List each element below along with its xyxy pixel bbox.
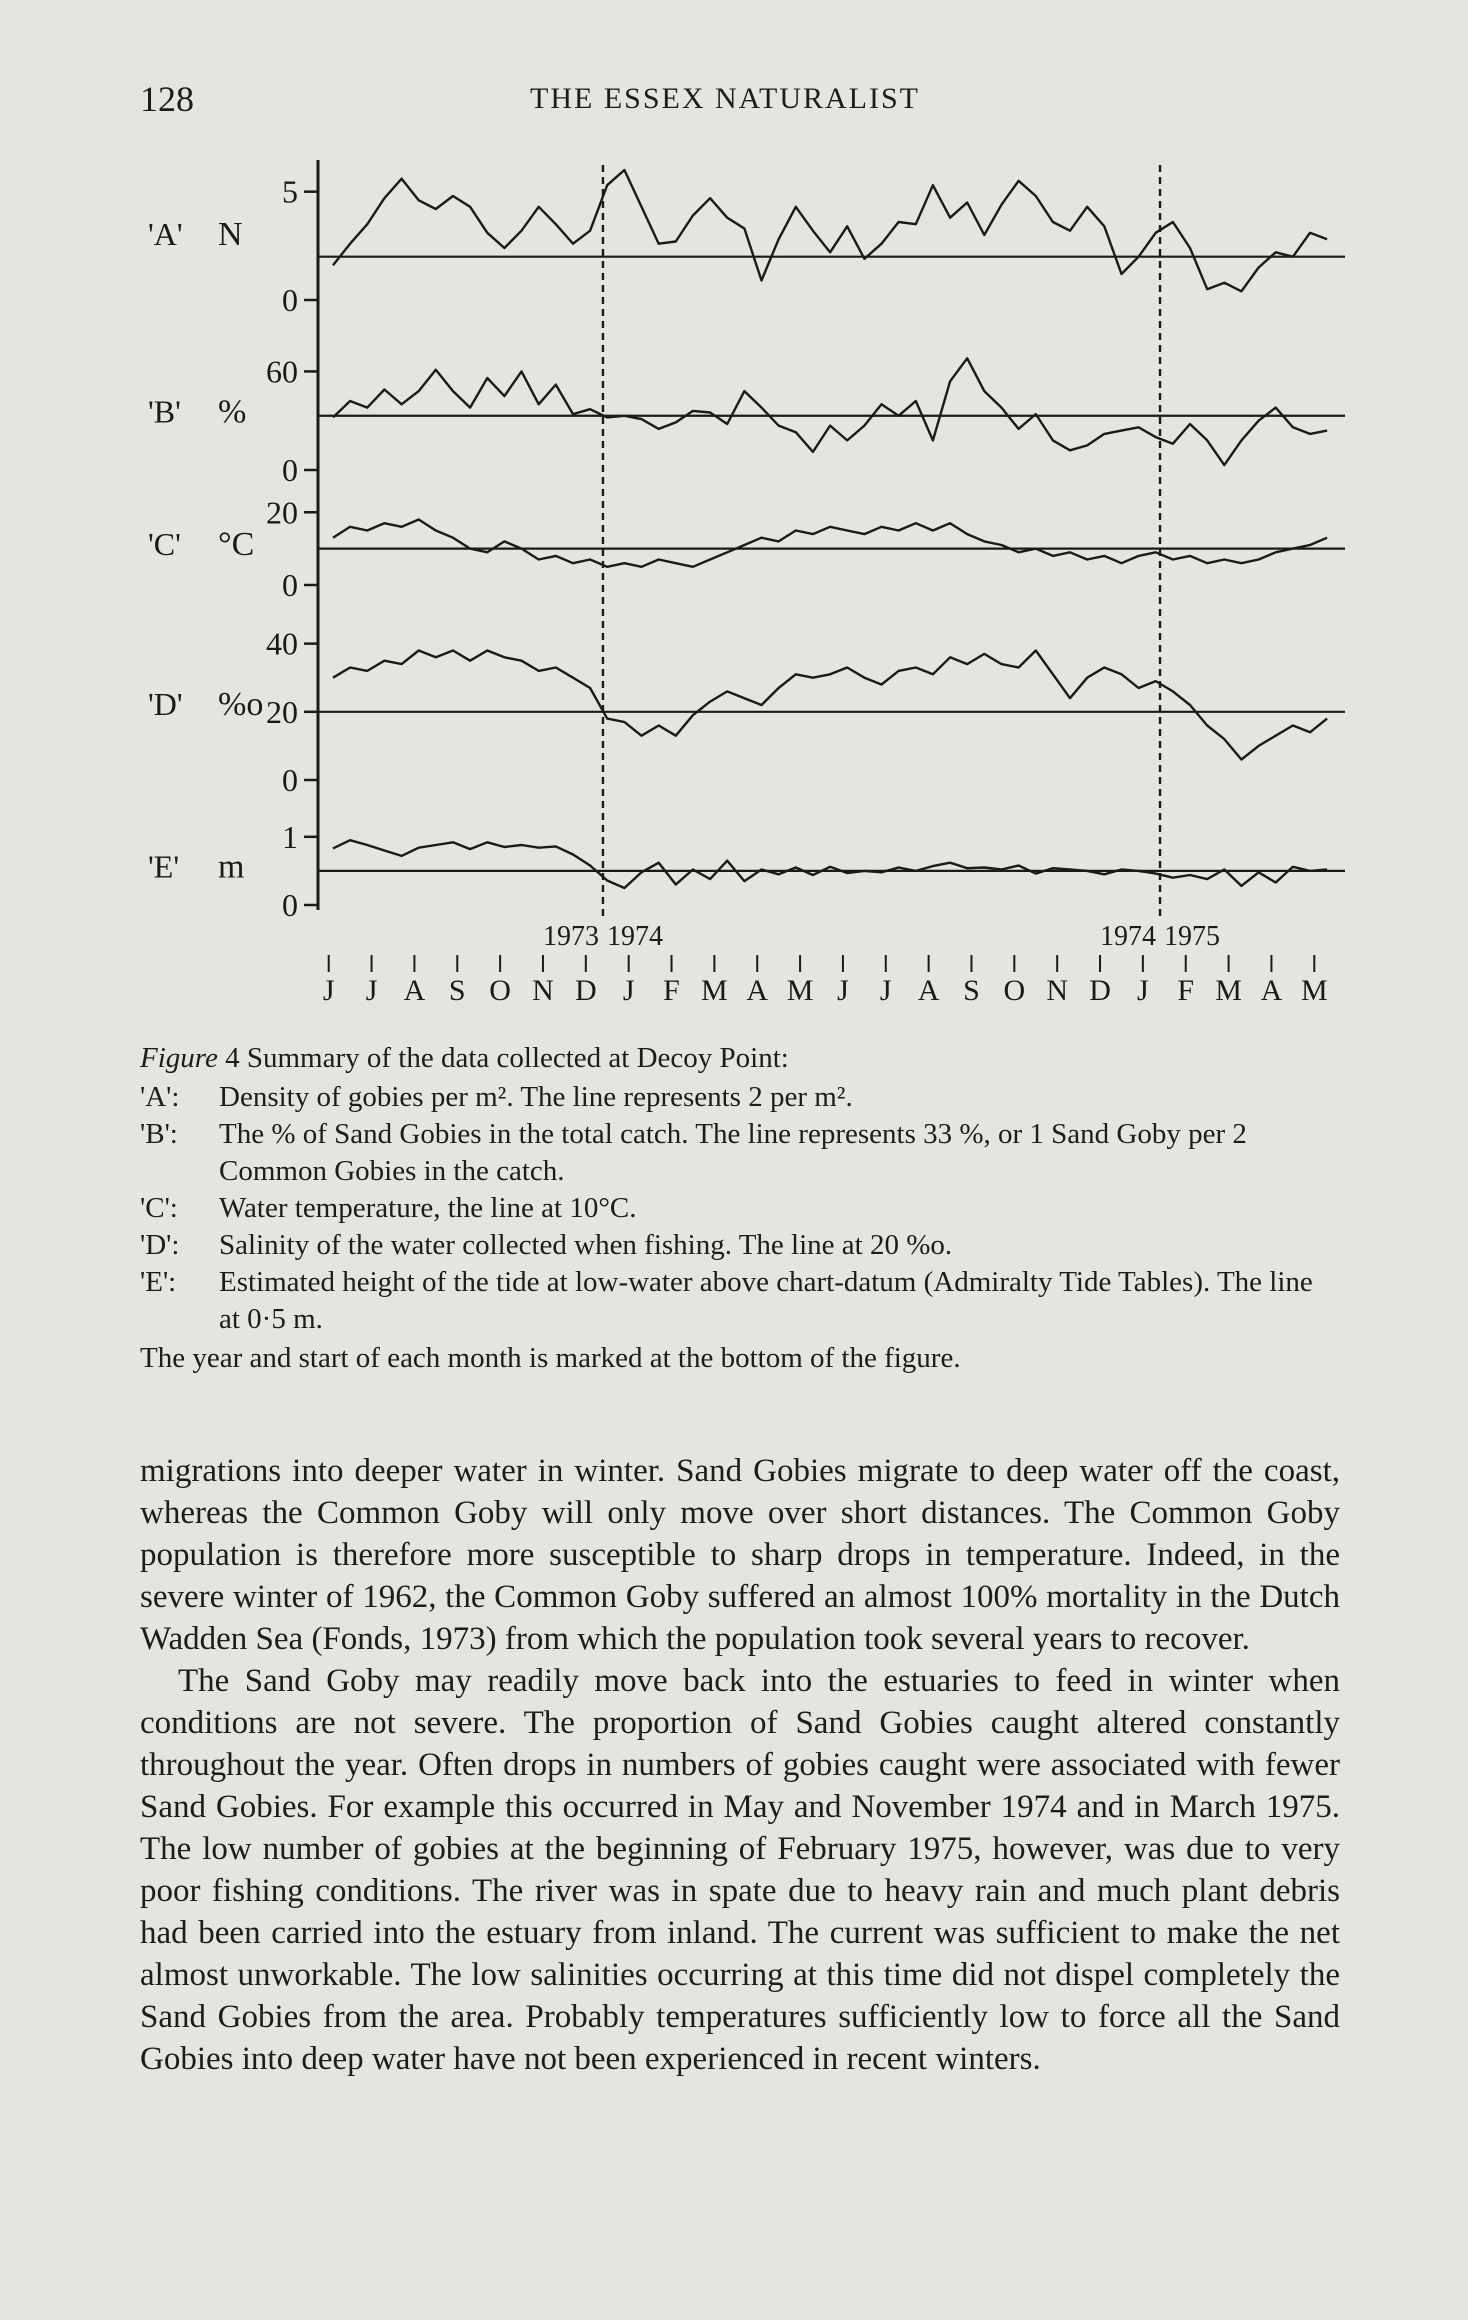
month-label: O	[1003, 974, 1026, 1007]
year-label: 1973	[542, 921, 599, 952]
caption-note: The year and start of each month is marked at the bottom of the figure.	[140, 1342, 961, 1374]
month-label: J	[837, 974, 849, 1007]
figure-4-chart	[0, 0, 1468, 1040]
caption-text: Estimated height of the tide at low-water above chart-datum (Admiralty Tide Tables). The line at 0·5 m.	[219, 1266, 1313, 1335]
caption-item-a	[140, 1079, 1340, 1116]
body-paragraph: The Sand Goby may readily move back into the estuaries to feed in winter when conditions are not severe. The proportion of Sand Gobies caught altered constantly throughout the year. Often drops in numbers of gobies caught were associated with fewer Sand Gobies. For example this occurred in May and November 1974 and in March 1975. The low number of gobies at the beginning of February 1975, however, was due to very poor fishing conditions. The river was in spate due to heavy rain and much plant debris had been carried into the estuary from inland. The current was sufficient to make the net almost unworkable. The low salinities occurring at this time did not dispel completely the Sand Gobies from the area. Probably temperatures sufficiently low to force all the Sand Gobies into deep water have not been experienced in recent winters.	[140, 1663, 1340, 2077]
tick-label: 0	[282, 282, 298, 318]
tick-label: 1	[282, 818, 298, 855]
panel-key-label: 'D'	[148, 686, 183, 722]
panel-unit-label: %	[218, 393, 247, 431]
caption-key: 'C':	[140, 1192, 178, 1224]
caption-text: Water temperature, the line at 10°C.	[219, 1192, 637, 1224]
month-label: J	[365, 974, 378, 1007]
tick-label: 0	[282, 762, 298, 798]
caption-item-e	[140, 1264, 1340, 1338]
panel-unit-label: N	[218, 216, 243, 253]
body-text	[140, 1450, 1340, 2080]
month-label: J	[322, 974, 335, 1007]
month-label: M	[701, 974, 728, 1007]
panel-key-label: 'A'	[148, 216, 183, 252]
caption-item-c	[140, 1190, 1340, 1227]
panel-unit-label: m	[218, 848, 245, 886]
caption-figure-word: Figure	[140, 1042, 218, 1074]
tick-label: 0	[282, 567, 298, 603]
month-label: M	[1300, 974, 1328, 1007]
caption-item-b	[140, 1116, 1340, 1190]
caption-text: Density of gobies per m². The line represents 2 per m².	[219, 1081, 853, 1113]
running-head: THE ESSEX NATURALIST	[530, 82, 920, 115]
body-paragraph: migrations into deeper water in winter. Sand Gobies migrate to deep water off the coast, whereas the Common Goby will only move over short distances. The Common Goby population is therefore more susceptible to sharp drops in temperature. Indeed, in the severe winter of 1962, the Common Goby suffered an almost 100% mortality in the Dutch Wadden Sea (Fonds, 1973) from which the population took several years to recover.	[140, 1453, 1340, 1657]
month-label: O	[489, 974, 511, 1007]
tick-label: 5	[282, 173, 298, 210]
month-label: J	[1137, 974, 1149, 1007]
month-label: S	[963, 974, 980, 1007]
month-label: F	[1177, 974, 1195, 1007]
month-label: M	[786, 974, 814, 1007]
panel-key-label: 'C'	[148, 526, 181, 562]
panel-unit-label: °C	[218, 526, 255, 563]
data-series-line	[333, 520, 1327, 567]
year-label: 1975	[1164, 921, 1221, 952]
tick-label: 60	[266, 353, 298, 390]
month-label: S	[448, 974, 466, 1007]
month-label: D	[574, 974, 597, 1007]
panel-unit-label: %o	[218, 686, 264, 723]
figure-caption	[140, 1040, 1340, 1377]
month-label: A	[403, 974, 426, 1007]
month-label: D	[1089, 974, 1111, 1007]
panel-key-label: 'E'	[148, 848, 180, 885]
data-series-line	[333, 840, 1327, 888]
caption-key: 'D':	[140, 1229, 180, 1261]
caption-title	[140, 1040, 1340, 1077]
month-label: N	[1046, 974, 1069, 1007]
caption-item-d	[140, 1227, 1340, 1264]
tick-label: 0	[282, 452, 298, 488]
month-label: A	[917, 974, 940, 1007]
tick-label: 40	[266, 625, 298, 662]
page-number: 128	[140, 79, 194, 119]
tick-label: 0	[282, 887, 298, 923]
caption-key: 'B':	[140, 1118, 178, 1150]
tick-label: 20	[266, 693, 298, 730]
data-series-line	[333, 170, 1327, 291]
month-label: A	[1260, 974, 1283, 1007]
caption-title-text: 4 Summary of the data collected at Decoy Point:	[217, 1042, 789, 1074]
year-label: 1974	[606, 921, 663, 952]
month-label: M	[1215, 974, 1242, 1007]
caption-text: Salinity of the water collected when fishing. The line at 20 %o.	[219, 1229, 953, 1261]
tick-label: 20	[266, 494, 298, 531]
data-series-line	[333, 651, 1327, 760]
month-label: A	[746, 974, 769, 1007]
month-label: J	[622, 974, 635, 1007]
month-label: N	[532, 974, 554, 1007]
caption-key: 'A':	[140, 1081, 180, 1113]
year-label: 1974	[1100, 921, 1157, 952]
panel-key-label: 'B'	[148, 393, 181, 430]
data-series-line	[333, 358, 1327, 465]
month-label: J	[879, 974, 892, 1007]
caption-key: 'E':	[140, 1266, 177, 1298]
month-label: F	[663, 974, 680, 1007]
caption-text: The % of Sand Gobies in the total catch. The line represents 33 %, or 1 Sand Goby per 2 Common Gobies in the catch.	[219, 1118, 1247, 1187]
